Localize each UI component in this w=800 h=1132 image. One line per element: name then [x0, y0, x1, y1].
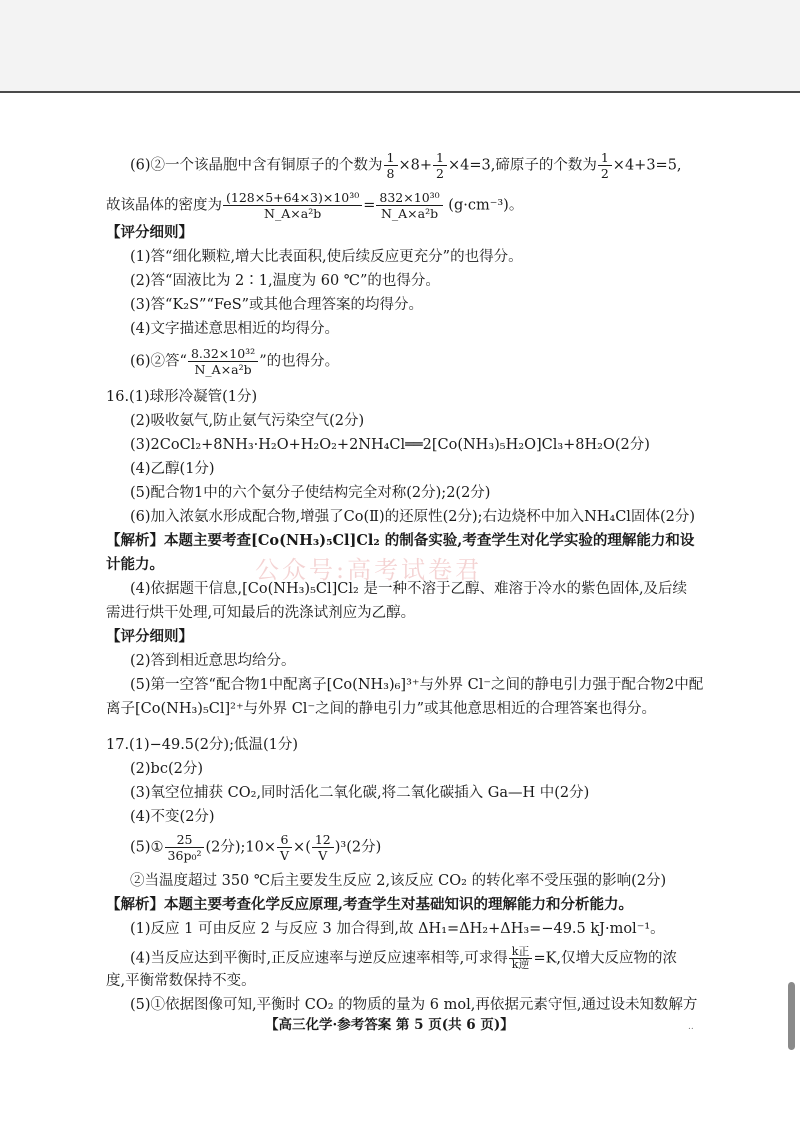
fraction: [598, 150, 612, 181]
text: 故该晶体的密度为: [106, 197, 222, 214]
numerator: 1: [598, 150, 612, 166]
denominator: 36p₀²: [167, 848, 202, 863]
text: (4)当反应达到平衡时,正反应速率与逆反应速率相等,可求得: [130, 950, 508, 967]
denominator: V: [280, 848, 290, 863]
rule-line: 离子[Co(NH₃)₅Cl]²⁺与外界 Cl⁻之间的静电引力”或其他意思相近的合理答案也得分。: [106, 701, 657, 717]
answer-line: ②当温度超过 350 ℃后主要发生反应 2,该反应 CO₂ 的转化率不受压强的影响(2分): [130, 873, 667, 889]
rule-line: (5)第一空答“配合物1中配离子[Co(NH₃)₆]³⁺与外界 Cl⁻之间的静电引力强于配合物2中配: [130, 677, 704, 693]
text: ×4+3=5,: [612, 157, 682, 174]
numerator: 1: [433, 150, 447, 166]
denominator: N_A×a²b: [194, 362, 252, 377]
text: ×(: [293, 839, 311, 856]
analysis-heading: 计能力。: [106, 556, 164, 573]
fraction: [433, 150, 447, 181]
analysis-line: (4)依据题干信息,[Co(NH₃)₅Cl]Cl₂ 是一种不溶于乙醇、难溶于冷水的紫色固体,及后续: [130, 581, 688, 597]
rule-line: (3)答“K₂S”“FeS”或其他合理答案的均得分。: [130, 297, 424, 313]
answer-line: (6)加入浓氨水形成配合物,增强了Co(Ⅱ)的还原性(2分);右边烧杯中加入NH₄Cl固体(2分): [130, 509, 695, 525]
text: ×4=3,碲原子的个数为: [447, 157, 597, 174]
fraction: [188, 346, 258, 377]
line-6-2: [130, 150, 682, 181]
answer-line: 16.(1)球形冷凝管(1分): [106, 389, 258, 405]
answer-line: (4)不变(2分): [130, 809, 215, 825]
fraction: [312, 832, 334, 863]
numerator: 1: [384, 150, 398, 166]
rule-line: (4)文字描述意思相近的均得分。: [130, 321, 340, 337]
rule-line: (2)答“固液比为 2∶1,温度为 60 ℃”的也得分。: [130, 273, 440, 289]
text: ×8+: [398, 157, 433, 174]
watermark: 公众号:高考试卷君: [255, 556, 483, 584]
denominator: 8: [386, 166, 395, 181]
scrollbar[interactable]: [788, 982, 795, 1050]
text: (2分);10×: [205, 839, 277, 856]
rule-line: (1)答“细化颗粒,增大比表面积,使后续反应更充分”的也得分。: [130, 249, 523, 265]
text: =: [363, 197, 376, 214]
text: (5)①: [130, 839, 164, 856]
analysis-line: 需进行烘干处理,可知最后的洗涤试剂应为乙醇。: [106, 605, 416, 621]
denominator: k逆: [511, 958, 530, 971]
fraction: [509, 946, 533, 971]
numerator: k正: [509, 946, 533, 959]
fraction: [223, 190, 362, 221]
section-heading: 【评分细则】: [106, 628, 193, 645]
rule-line: [130, 346, 339, 377]
denominator: V: [318, 848, 328, 863]
corner-dots: ..: [688, 1022, 694, 1032]
answer-line: 17.(1)−49.5(2分);低温(1分): [106, 737, 298, 753]
numerator: 8.32×10³²: [188, 346, 258, 362]
numerator: (128×5+64×3)×10³⁰: [223, 190, 362, 206]
page-footer: 【高三化学·参考答案 第 5 页(共 6 页)】: [265, 1017, 514, 1033]
analysis-heading: 【解析】本题主要考查[Co(NH₃)₅Cl]Cl₂ 的制备实验,考查学生对化学实验的理解能力和设: [106, 532, 695, 549]
fraction: [165, 832, 205, 863]
answer-line: (4)乙醇(1分): [130, 461, 215, 477]
denominator: N_A×a²b: [380, 206, 439, 221]
answer-line: (5)配合物1中的六个氨分子使结构完全对称(2分);2(2分): [130, 485, 491, 501]
density-line: [106, 190, 523, 221]
numerator: 25: [165, 832, 205, 848]
text: =K,仅增大反应物的浓: [533, 950, 678, 967]
rule-line: (2)答到相近意思均给分。: [130, 653, 296, 669]
text: ”的也得分。: [259, 353, 340, 370]
text: (6)②一个该晶胞中含有铜原子的个数为: [130, 157, 383, 174]
analysis-line: [130, 946, 677, 971]
analysis-heading: 【解析】本题主要考查化学反应原理,考查学生对基础知识的理解能力和分析能力。: [106, 896, 634, 913]
answer-line: (3)2CoCl₂+8NH₃·H₂O+H₂O₂+2NH₄Cl══2[Co(NH₃)₅H₂O]Cl₃+8H₂O(2分): [130, 437, 650, 453]
denominator: N_A×a²b: [264, 206, 322, 221]
numerator: 832×10³⁰: [376, 190, 442, 206]
denominator: 2: [600, 166, 609, 181]
fraction: [277, 832, 292, 863]
analysis-line: (5)①依据图像可知,平衡时 CO₂ 的物质的量为 6 mol,再依据元素守恒,通过设未知数解方: [130, 997, 698, 1013]
denominator: 2: [436, 166, 444, 181]
analysis-line: (1)反应 1 可由反应 2 与反应 3 加合得到,故 ΔH₁=ΔH₂+ΔH₃=−49.5 kJ·mol⁻¹。: [130, 921, 665, 937]
answer-line: (3)氧空位捕获 CO₂,同时活化二氧化碳,将二氧化碳插入 Ga—H 中(2分): [130, 785, 590, 801]
text: (g·cm⁻³)。: [443, 197, 524, 214]
text: )³(2分): [334, 839, 382, 856]
analysis-line: 度,平衡常数保持不变。: [106, 973, 256, 989]
numerator: 6: [277, 832, 292, 848]
answer-line: (2)吸收氨气,防止氨气污染空气(2分): [130, 413, 365, 429]
answer-line: (2)bc(2分): [130, 761, 203, 777]
fraction: [384, 150, 398, 181]
fraction: [376, 190, 442, 221]
text: (6)②答“: [130, 353, 187, 370]
numerator: 12: [312, 832, 334, 848]
answer-line: [130, 832, 381, 863]
section-heading: 【评分细则】: [106, 224, 193, 241]
